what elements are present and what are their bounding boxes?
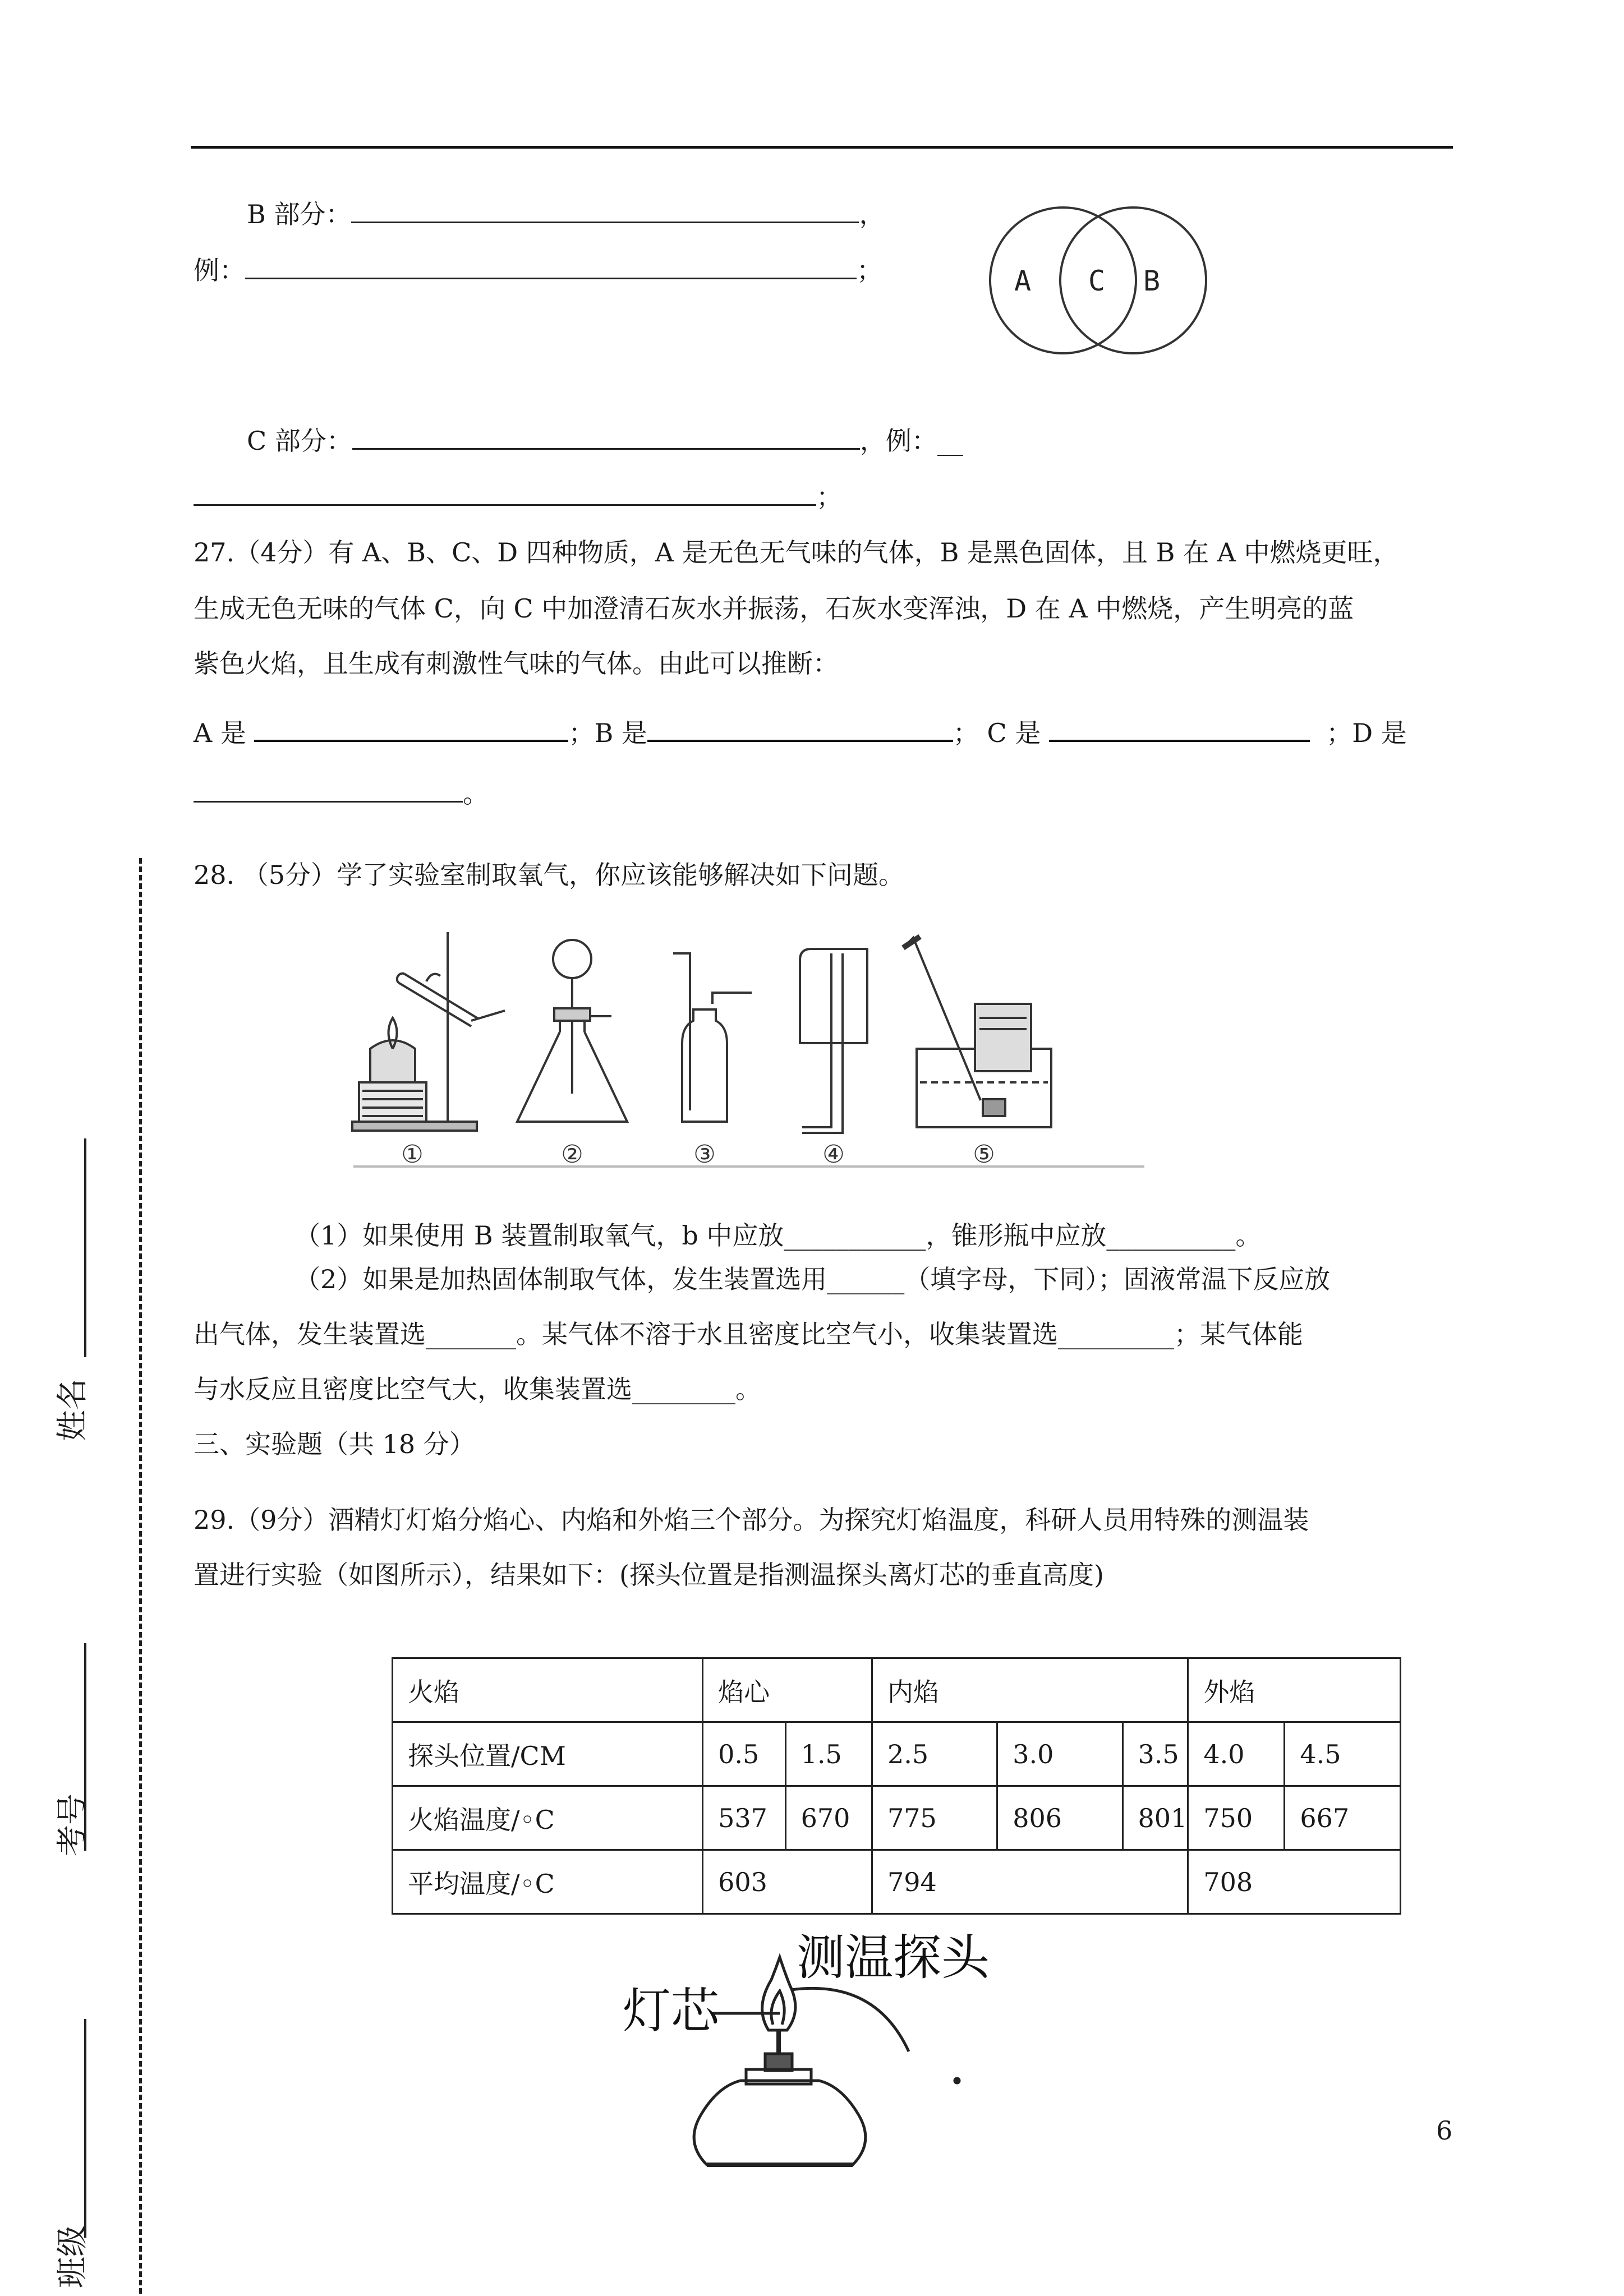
q26-b-example-line <box>194 253 882 287</box>
q27-line-1: 27.（4分）有 A、B、C、D 四种物质，A 是无色无气味的气体，B 是黑色固体，且 B 在 A 中燃烧更旺， <box>194 537 1399 568</box>
q26-c-label: C 部分： <box>247 426 352 456</box>
q27-a-label: A 是 <box>194 718 246 748</box>
binding-dashed-line <box>139 858 142 2294</box>
table-cell: 801 <box>1122 1786 1188 1850</box>
probe-line <box>791 1988 909 2051</box>
q26-c-line <box>247 424 963 458</box>
table-cell: 3.5 <box>1122 1722 1188 1786</box>
flame-temperature-table <box>392 1657 1401 1915</box>
table-cell: 外焰 <box>1188 1658 1401 1722</box>
apparatus-label-3: ③ <box>693 1140 716 1169</box>
q29-line-2: 置进行实验（如图所示），结果如下：(探头位置是指测温探头离灯芯的垂直高度) <box>194 1560 1104 1590</box>
apparatus-label-2: ② <box>561 1140 583 1169</box>
apparatus-3-bottle <box>673 953 752 1122</box>
q28-title: 28. （5分）学了实验室制取氧气，你应该能够解决如下问题。 <box>194 860 905 890</box>
q26-b-example-label: 例： <box>194 255 245 285</box>
q27-d-line <box>194 777 489 810</box>
apparatus-label-1: ① <box>401 1140 424 1169</box>
venn-circle-a <box>990 208 1136 353</box>
q29-line-1: 29.（9分）酒精灯灯焰分焰心、内焰和外焰三个部分。为探究灯焰温度，科研人员用特殊的测温装 <box>194 1505 1309 1535</box>
q28-part-1: （1）如果使用 B 装置制取氧气，b 中应放___________，锥形瓶中应放__________。 <box>295 1220 1262 1251</box>
q27-c-label: ； C 是 <box>953 718 1041 748</box>
table-cell: 667 <box>1285 1786 1401 1850</box>
q28-part-2-line-2: 出气体，发生装置选_______。某气体不溶于水且密度比空气小，收集装置选_________；某气体能 <box>194 1319 1303 1349</box>
inner-flame <box>771 1991 784 2025</box>
name-field-line[interactable] <box>84 1138 86 1357</box>
wick-label: 灯芯 <box>623 1983 719 2039</box>
apparatus-4-collector <box>800 949 867 1133</box>
venn-circle-b <box>1060 208 1206 353</box>
alcohol-lamp-figure <box>623 1929 1015 2193</box>
q26-b-semicolon: ； <box>857 255 882 285</box>
table-cell: 火焰温度/◦C <box>393 1786 703 1850</box>
exam-no-field-label: 考号 <box>54 1794 91 1856</box>
apparatus-5-water-trough <box>903 937 1051 1127</box>
table-cell: 537 <box>703 1786 786 1850</box>
q26-c-cont-line <box>194 480 842 514</box>
table-row <box>393 1786 1401 1850</box>
q27-line-3: 紫色火焰，且生成有刺激性气味的气体。由此可以推断： <box>194 648 839 679</box>
table-row <box>393 1658 1401 1722</box>
probe-label: 测温探头 <box>797 1930 990 1986</box>
table-cell: 平均温度/◦C <box>393 1850 703 1914</box>
q27-b-blank[interactable] <box>647 716 953 742</box>
q27-c-blank[interactable] <box>1049 716 1310 742</box>
table-row <box>393 1850 1401 1914</box>
venn-diagram <box>987 199 1212 362</box>
table-cell: 4.5 <box>1285 1722 1401 1786</box>
venn-label-b: B <box>1143 265 1161 297</box>
q28-part-2-line-3: 与水反应且密度比空气大，收集装置选________。 <box>194 1374 761 1404</box>
table-cell: 2.5 <box>872 1722 997 1786</box>
q26-c-example-blank[interactable] <box>194 481 816 506</box>
table-cell: 3.0 <box>997 1722 1122 1786</box>
section-3-heading: 三、实验题（共 18 分） <box>194 1429 475 1459</box>
q26-b-example-blank[interactable] <box>245 254 857 279</box>
table-row <box>393 1722 1401 1786</box>
apparatus-1-heating <box>352 932 505 1131</box>
table-cell: 806 <box>997 1786 1122 1850</box>
venn-label-c: C <box>1088 265 1106 297</box>
venn-label-a: A <box>1014 265 1032 297</box>
lamp-body <box>694 2081 866 2165</box>
class-field-line[interactable] <box>84 2019 86 2238</box>
table-cell: 探头位置/CM <box>393 1722 703 1786</box>
class-field-label: 班级 <box>54 2225 91 2288</box>
header-rule <box>191 146 1453 149</box>
q28-part-2-line-1: （2）如果是加热固体制取气体，发生装置选用______（填字母，下同）；固液常温下反应放 <box>295 1264 1331 1294</box>
q26-c-example: ，例：__ <box>859 426 963 456</box>
lab-apparatus-figure <box>337 920 1156 1178</box>
q27-line-2: 生成无色无味的气体 C，向 C 中加澄清石灰水并振荡，石灰水变浑浊，D 在 A 中燃烧，产生明亮的蓝 <box>194 593 1354 624</box>
table-cell: 603 <box>703 1850 872 1914</box>
table-cell: 670 <box>785 1786 872 1850</box>
q26-c-semicolon: ； <box>816 482 842 512</box>
q27-b-label: ；B 是 <box>568 718 647 748</box>
q26-b-comma: ， <box>859 199 885 229</box>
q26-c-blank[interactable] <box>352 425 860 450</box>
apparatus-label-4: ④ <box>822 1140 845 1169</box>
q27-d-label: ；D 是 <box>1326 718 1407 748</box>
table-cell: 750 <box>1188 1786 1285 1850</box>
q27-d-blank[interactable] <box>194 777 463 803</box>
q27-a-blank[interactable] <box>254 716 568 742</box>
q27-end: 。 <box>463 778 489 809</box>
apparatus-2-flask <box>517 940 627 1122</box>
table-cell: 内焰 <box>872 1658 1188 1722</box>
table-cell: 708 <box>1188 1850 1401 1914</box>
table-cell: 775 <box>872 1786 997 1850</box>
name-field-label: 姓名 <box>54 1378 91 1441</box>
table-cell: 0.5 <box>703 1722 786 1786</box>
q26-b-label: B 部分： <box>247 199 352 229</box>
table-cell: 1.5 <box>785 1722 872 1786</box>
q26-b-blank[interactable] <box>351 198 859 223</box>
page-number: 6 <box>1436 2115 1453 2146</box>
q27-answer-line <box>194 716 1407 750</box>
q26-b-line <box>247 197 885 231</box>
table-cell: 火焰 <box>393 1658 703 1722</box>
table-cell: 4.0 <box>1188 1722 1285 1786</box>
table-cell: 794 <box>872 1850 1188 1914</box>
apparatus-label-5: ⑤ <box>973 1140 995 1169</box>
table-cell: 焰心 <box>703 1658 872 1722</box>
